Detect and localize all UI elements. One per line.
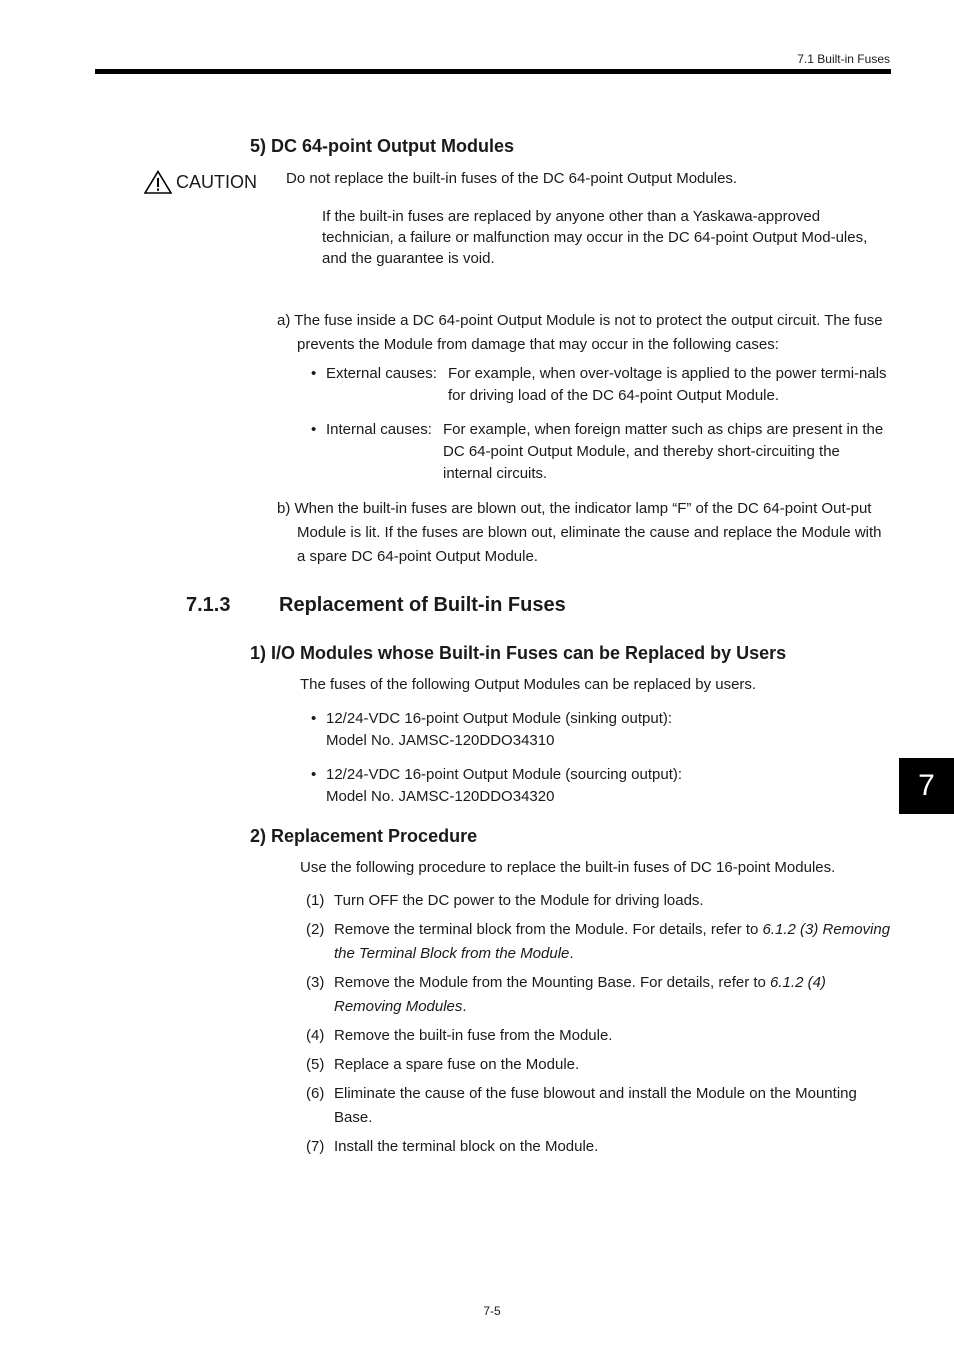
subsection-1-title: 1) I/O Modules whose Built-in Fuses can be Replaced by Users xyxy=(250,643,787,663)
procedure-step xyxy=(306,1053,891,1077)
step-number: (5) xyxy=(306,1056,325,1073)
bullet-external-text: For example, when over-voltage is applied to the power termi-nals for driving load of the DC 64-point Output Module. xyxy=(448,365,887,404)
step-text: Remove the terminal block from the Module. For details, refer to xyxy=(334,921,763,938)
step-number: (4) xyxy=(306,1027,325,1044)
bullet-internal-label: Internal causes: xyxy=(326,421,432,438)
step-number: (7) xyxy=(306,1138,325,1155)
step-text: Eliminate the cause of the fuse blowout and install the Module on the Mounting Base. xyxy=(334,1085,857,1126)
subsection-1-intro: The fuses of the following Output Modules can be replaced by users. xyxy=(300,676,757,693)
module-item xyxy=(311,764,891,808)
caution-detail: If the built-in fuses are replaced by anyone other than a Yaskawa-approved technician, a failure or malfunction may occur in the DC 64-point Output Mod-ules, and the guarantee is void. xyxy=(322,208,868,267)
bullet-dot: • xyxy=(311,710,317,727)
item-a: a) The fuse inside a DC 64-point Output Module is not to protect the output circuit. The fuse prevents the Module from damage that may occur in the following cases: xyxy=(277,312,883,353)
step-text: Install the terminal block on the Module. xyxy=(334,1138,599,1155)
procedure-step xyxy=(306,1024,891,1048)
procedure-step xyxy=(306,1135,891,1159)
procedure-step xyxy=(306,1082,891,1130)
header-rule xyxy=(95,69,891,74)
cross-reference: 6.1.2 (4) Removing Modules xyxy=(334,974,826,1015)
step-text: Turn OFF the DC power to the Module for driving loads. xyxy=(334,892,704,909)
step-text: Remove the Module from the Mounting Base. For details, refer to xyxy=(334,974,771,991)
procedure-step xyxy=(306,889,891,913)
caution-label xyxy=(144,170,257,194)
caution-statement: Do not replace the built-in fuses of the DC 64-point Output Modules. xyxy=(286,170,738,187)
step-text: Replace a spare fuse on the Module. xyxy=(334,1056,580,1073)
subsection-2-title: 2) Replacement Procedure xyxy=(250,826,478,846)
module-name: 12/24-VDC 16-point Output Module (sourcing output): xyxy=(326,766,683,783)
section-5-title: 5) DC 64-point Output Modules xyxy=(250,136,514,156)
warning-triangle-icon xyxy=(144,170,172,194)
bullet-external-label: External causes: xyxy=(326,365,437,382)
module-model: Model No. JAMSC-120DDO34310 xyxy=(326,732,555,749)
step-number: (1) xyxy=(306,892,325,909)
procedure-step xyxy=(306,971,891,1019)
bullet-dot: • xyxy=(311,365,317,382)
item-b: b) When the built-in fuses are blown out, the indicator lamp “F” of the DC 64-point Out-put Module is lit. If the fuses are blown out, eliminate the cause and replace the Module with a spare DC 64-point Output Module. xyxy=(277,500,882,565)
page-number: 7-5 xyxy=(483,1304,501,1318)
subsection-2-intro: Use the following procedure to replace the built-in fuses of DC 16-point Modules. xyxy=(300,859,836,876)
cross-reference: 6.1.2 (3) Removing the Terminal Block from the Module xyxy=(334,921,891,962)
caution-text: CAUTION xyxy=(176,171,257,192)
bullet-internal-text: For example, when foreign matter such as chips are present in the DC 64-point Output Module, and thereby short-circuiting the internal circuits. xyxy=(443,421,884,482)
step-text-end: . xyxy=(462,998,467,1015)
step-number: (6) xyxy=(306,1085,325,1102)
step-text-end: . xyxy=(569,945,574,962)
module-model: Model No. JAMSC-120DDO34320 xyxy=(326,788,555,805)
step-number: (2) xyxy=(306,921,325,938)
section-number: 7.1.3 xyxy=(186,594,231,616)
step-number: (3) xyxy=(306,974,325,991)
bullet-dot: • xyxy=(311,421,317,438)
bullet-dot: • xyxy=(311,766,317,783)
section-title: Replacement of Built-in Fuses xyxy=(279,594,566,616)
chapter-tab: 7 xyxy=(899,758,954,814)
module-item xyxy=(311,708,891,752)
step-text: Remove the built-in fuse from the Module. xyxy=(334,1027,613,1044)
procedure-step xyxy=(306,918,891,966)
running-head: 7.1 Built-in Fuses xyxy=(797,52,890,66)
module-name: 12/24-VDC 16-point Output Module (sinking output): xyxy=(326,710,673,727)
